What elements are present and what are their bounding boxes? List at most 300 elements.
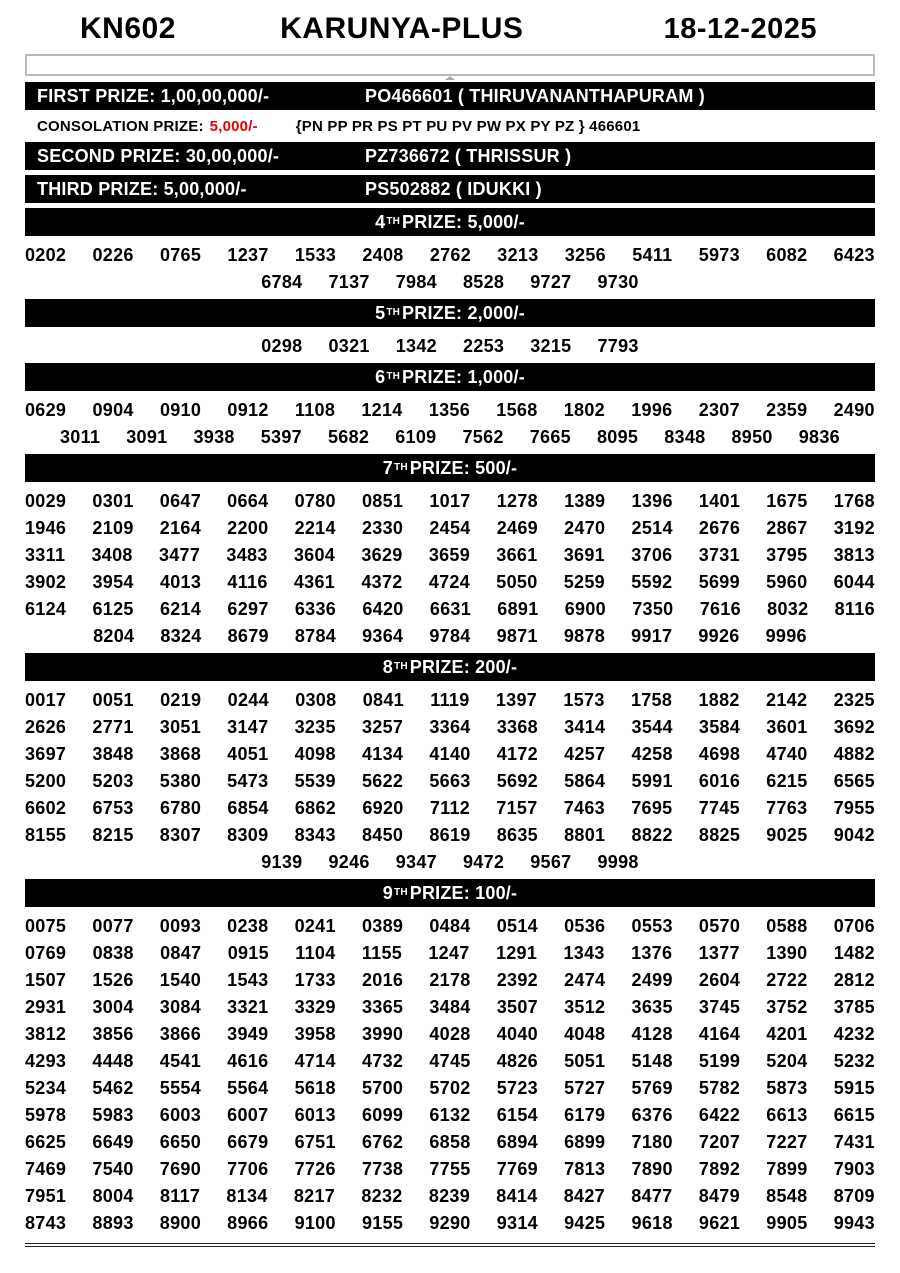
prize-number: 0029 [25,491,67,511]
prize-number: 1247 [428,943,470,963]
prize-number: 0077 [92,916,134,936]
prize-number: 9364 [362,626,404,646]
second-prize-label: SECOND PRIZE: 30,00,000/- [37,145,280,166]
prize-number: 4616 [227,1051,269,1071]
prize-number: 2142 [766,690,808,710]
prize-number: 4257 [564,744,606,764]
prize-number: 0051 [92,690,134,710]
prize-number: 2812 [833,970,875,990]
prize-number: 2200 [227,518,269,538]
prize-number: 8479 [698,1186,740,1206]
prize-number: 2499 [631,970,673,990]
prize-number: 9100 [294,1213,336,1233]
prize-number: 6336 [294,599,337,619]
prize-9-numbers [25,912,875,1240]
prize-number: 5397 [260,427,302,447]
prize-number: 8450 [361,825,404,845]
prize-number: 9878 [563,626,606,646]
prize-number: 3601 [766,717,808,737]
prize-number: 0838 [92,943,134,963]
prize-number: 6422 [698,1105,741,1125]
prize-number: 5050 [496,572,538,592]
prize-number: 3483 [226,545,268,565]
prize-number: 1401 [698,491,741,511]
prize-number: 9905 [766,1213,808,1233]
prize-number: 1397 [495,690,538,710]
prize-number: 4028 [429,1024,471,1044]
prize-number: 7112 [429,798,471,818]
prize-number-row [25,1048,875,1075]
prize-number: 5411 [632,245,673,265]
prize-number: 6154 [496,1105,538,1125]
prize-number: 4040 [496,1024,538,1044]
prize-number: 6007 [227,1105,269,1125]
prize-9-header: 9 TH PRIZE: 100/- [25,879,875,907]
prize-number: 2762 [429,245,472,265]
prize-number: 3512 [564,997,606,1017]
prize-number: 3785 [833,997,875,1017]
prize-number-row [25,994,875,1021]
prize-number: 6615 [833,1105,875,1125]
prize-number: 5554 [159,1078,202,1098]
prize-number: 9943 [833,1213,875,1233]
prize-number: 6854 [227,798,269,818]
prize-number: 4882 [833,744,875,764]
prize-number: 6214 [159,599,202,619]
prize-number: 3311 [25,545,66,565]
prize-number: 8004 [92,1186,134,1206]
prize-number: 0570 [698,916,741,936]
prize-number: 5769 [631,1078,673,1098]
consolation-amount: 5,000/- [209,118,258,135]
prize-number: 7726 [294,1159,336,1179]
prize-number: 0765 [159,245,202,265]
prize-number: 6124 [25,599,67,619]
prize-number: 9246 [328,852,370,872]
prize-number: 1390 [766,943,808,963]
prize-number: 8477 [631,1186,673,1206]
prize-number: 2359 [766,400,808,420]
prize-number: 3731 [698,545,740,565]
prize-number: 9784 [429,626,471,646]
prize-4-numbers [25,241,875,299]
prize-number: 6894 [496,1132,538,1152]
prize-number: 2307 [698,400,740,420]
prize-number: 5473 [227,771,269,791]
prize-number: 4048 [564,1024,606,1044]
prize-number: 3477 [158,545,201,565]
page-header [25,0,875,52]
prize-number: 9472 [463,852,505,872]
prize-number: 0647 [159,491,202,511]
prize-number: 8117 [159,1186,201,1206]
prize-number: 5259 [563,572,605,592]
prize-number-row [25,623,875,650]
prize-number: 8548 [766,1186,808,1206]
prize-number: 6423 [833,245,875,265]
prize-number: 1540 [159,970,202,990]
prize-number: 1533 [294,245,337,265]
prize-number: 2771 [92,717,134,737]
prize-number: 0238 [227,916,269,936]
prize-number: 5234 [25,1078,67,1098]
prize-number: 0484 [429,916,471,936]
prize-number: 8348 [664,427,706,447]
prize-number: 4116 [227,572,268,592]
prize-number-row [25,596,875,623]
prize-number: 5663 [429,771,471,791]
prize-number: 3752 [766,997,808,1017]
prize-number-row [25,1210,875,1237]
second-prize-bar [25,142,875,170]
prize-number: 2474 [564,970,606,990]
prize-number: 7207 [698,1132,741,1152]
prize-number: 4164 [698,1024,741,1044]
prize-number: 0706 [833,916,875,936]
prize-number: 8217 [293,1186,336,1206]
prize-number: 7562 [462,427,504,447]
prize-number: 5983 [92,1105,134,1125]
prize-number: 3147 [227,717,269,737]
prize-number: 0664 [227,491,269,511]
prize-number: 3812 [25,1024,67,1044]
prize-number: 7157 [496,798,538,818]
prize-number: 8619 [429,825,471,845]
prize-number: 4372 [361,572,403,592]
prize-number: 6679 [227,1132,269,1152]
prize-number: 1996 [631,400,673,420]
prize-number: 8822 [631,825,673,845]
prize-number: 9314 [496,1213,538,1233]
prize-number: 2626 [25,717,67,737]
prize-number: 4724 [428,572,471,592]
prize-number: 3235 [294,717,336,737]
prize-number: 0389 [361,916,404,936]
prize-number-row [25,687,875,714]
prize-number: 3051 [159,717,202,737]
prize-number: 5873 [766,1078,808,1098]
prize-number: 4140 [429,744,471,764]
prize-number: 8307 [159,825,202,845]
prize-number: 7227 [766,1132,808,1152]
prize-number: 3215 [530,336,572,356]
prize-number: 0308 [295,690,337,710]
prize-number-row [25,397,875,424]
prize-number: 7137 [328,272,370,292]
prize-number-row [25,714,875,741]
prize-number: 7540 [92,1159,134,1179]
search-input[interactable] [25,54,875,76]
prize-number-row [25,1183,875,1210]
prize-number-row [25,542,875,569]
draw-code: KN602 [80,12,176,45]
prize-number: 5864 [564,771,606,791]
prize-number: 3256 [564,245,606,265]
prize-number: 9727 [530,272,572,292]
second-prize-winner: PZ736672 ( THRISSUR ) [365,145,572,166]
prize-number: 6297 [227,599,269,619]
prize-number: 4128 [631,1024,673,1044]
prize-number: 3661 [496,545,538,565]
prize-number: 0075 [25,916,67,936]
prize-number: 6751 [294,1132,336,1152]
prize-6-header: 6 TH PRIZE: 1,000/- [25,363,875,391]
prize-number: 8239 [428,1186,471,1206]
prize-number: 4541 [159,1051,202,1071]
consolation-prize-row [25,115,875,138]
prize-number: 3091 [126,427,168,447]
prize-number: 2470 [564,518,606,538]
prize-number-row [25,569,875,596]
prize-number-row [25,822,875,849]
prize-number: 7769 [496,1159,538,1179]
prize-number: 1543 [227,970,269,990]
prize-number: 4698 [698,744,741,764]
prize-number: 2676 [698,518,741,538]
prize-number: 8324 [160,626,202,646]
prize-number: 7955 [833,798,875,818]
prize-number: 3635 [631,997,673,1017]
prize-number: 9730 [597,272,639,292]
prize-number: 0093 [159,916,202,936]
prize-number-row [25,1021,875,1048]
prize-number: 0244 [227,690,269,710]
prize-number-row [25,1102,875,1129]
prize-number: 8232 [361,1186,403,1206]
caret-handle-icon [445,76,455,80]
prize-number: 6784 [261,272,303,292]
prize-number: 3368 [496,717,538,737]
prize-number: 8427 [563,1186,605,1206]
prize-8-header: 8 TH PRIZE: 200/- [25,653,875,681]
prize-number: 7951 [25,1186,67,1206]
draw-date: 18-12-2025 [663,13,817,45]
prize-number: 3958 [294,1024,336,1044]
prize-number: 3795 [766,545,808,565]
prize-number: 8343 [294,825,336,845]
prize-number: 0301 [92,491,134,511]
prize-number: 3192 [833,518,875,538]
prize-number: 1237 [227,245,269,265]
prize-number: 3868 [159,744,202,764]
prize-number: 1214 [361,400,403,420]
prize-number: 0910 [159,400,202,420]
prize-number: 0226 [92,245,134,265]
prize-number: 1104 [295,943,336,963]
prize-number: 6044 [833,572,875,592]
prize-number: 1568 [496,400,538,420]
prize-number: 3484 [429,997,471,1017]
prize-number: 0241 [294,916,336,936]
prize-number: 2164 [159,518,202,538]
prize-number: 6215 [766,771,808,791]
prize-number: 8900 [159,1213,202,1233]
prize-number: 0553 [631,916,673,936]
prize-number: 7469 [25,1159,67,1179]
prize-number: 7350 [632,599,674,619]
prize-number: 1758 [630,690,673,710]
prize-number: 4714 [294,1051,336,1071]
prize-number: 8801 [564,825,606,845]
prize-number: 8743 [25,1213,67,1233]
prize-number-row [25,424,875,451]
prize-number: 3414 [564,717,606,737]
prize-number: 7745 [698,798,740,818]
prize-number: 0629 [25,400,67,420]
prize-number: 3408 [91,545,133,565]
prize-number: 4172 [496,744,538,764]
prize-number: 4826 [496,1051,538,1071]
prize-number: 5723 [496,1078,538,1098]
prize-number: 1389 [564,491,606,511]
prize-number: 3084 [159,997,202,1017]
prize-number: 5051 [564,1051,606,1071]
prize-5-numbers [25,332,875,363]
prize-number: 3691 [563,545,605,565]
prize-7-header: 7 TH PRIZE: 500/- [25,454,875,482]
prize-number: 4745 [429,1051,471,1071]
prize-number: 2408 [362,245,404,265]
prize-number: 1291 [495,943,538,963]
consolation-series: {PN PP PR PS PT PU PV PW PX PY PZ } 466601 [295,118,641,135]
prize-number: 5960 [766,572,808,592]
prize-number: 0202 [25,245,67,265]
prize-number: 3213 [497,245,539,265]
prize-number: 3813 [833,545,875,565]
prize-number: 8116 [834,599,875,619]
prize-number: 4258 [631,744,673,764]
prize-number: 5991 [631,771,673,791]
prize-number: 5232 [833,1051,875,1071]
prize-number: 2214 [294,518,336,538]
prize-number: 4448 [92,1051,134,1071]
prize-number: 5700 [361,1078,404,1098]
prize-number: 8784 [294,626,337,646]
prize-number: 7763 [766,798,808,818]
prize-number: 0536 [564,916,606,936]
prize-number: 4013 [159,572,202,592]
prize-number: 6625 [25,1132,67,1152]
prize-number: 5199 [698,1051,741,1071]
prize-number: 8635 [496,825,538,845]
first-prize-winner: PO466601 ( THIRUVANANTHAPURAM ) [365,85,705,106]
prize-number-row [25,1156,875,1183]
prize-number: 4232 [833,1024,875,1044]
prize-number: 9139 [261,852,303,872]
first-prize-label: FIRST PRIZE: 1,00,00,000/- [37,85,270,106]
prize-number-row [25,967,875,994]
prize-number: 1119 [430,690,470,710]
prize-number: 5592 [631,572,673,592]
prize-number: 5727 [564,1078,606,1098]
prize-number: 9926 [698,626,740,646]
prize-number: 5692 [496,771,538,791]
prize-number: 2392 [496,970,538,990]
prize-number: 6899 [564,1132,606,1152]
prize-number: 1278 [496,491,538,511]
prize-number-row [25,488,875,515]
prize-number: 9871 [496,626,538,646]
prize-number: 0841 [362,690,404,710]
prize-number: 0017 [25,690,67,710]
third-prize-bar [25,175,875,203]
prize-number: 3321 [227,997,269,1017]
prize-4-header: 4 TH PRIZE: 5,000/- [25,208,875,236]
prize-number: 6602 [25,798,67,818]
prize-number: 1573 [563,690,605,710]
prize-number: 0847 [160,943,202,963]
prize-number: 5699 [698,572,740,592]
prize-number: 8204 [93,626,135,646]
prize-number: 7690 [159,1159,202,1179]
prize-number-row [25,1129,875,1156]
prize-number: 6565 [833,771,875,791]
prize-number: 6920 [362,798,404,818]
prize-number: 1675 [766,491,808,511]
prize-number: 1733 [294,970,336,990]
prize-number: 1946 [25,518,67,538]
prize-number: 4740 [766,744,808,764]
prize-number: 9618 [631,1213,673,1233]
prize-number: 6376 [631,1105,673,1125]
prize-number: 2931 [25,997,67,1017]
prize-number: 5618 [294,1078,336,1098]
prize-number: 2514 [631,518,673,538]
prize-number: 6900 [564,599,606,619]
prize-number: 3745 [698,997,741,1017]
prize-number-row [25,940,875,967]
prize-number: 4732 [361,1051,404,1071]
prize-number: 3584 [698,717,741,737]
prize-number: 1356 [428,400,471,420]
prize-number: 3629 [361,545,403,565]
prize-number: 0514 [496,916,538,936]
first-prize-bar [25,82,875,110]
prize-number: 3990 [361,1024,404,1044]
prize-number: 6099 [361,1105,404,1125]
prize-number: 7695 [631,798,673,818]
prize-number: 1802 [563,400,605,420]
prize-number: 2016 [361,970,404,990]
prize-number: 9347 [395,852,437,872]
prize-number: 7813 [564,1159,606,1179]
prize-number: 3365 [361,997,404,1017]
prize-number: 5539 [294,771,336,791]
prize-number: 4098 [294,744,336,764]
prize-number: 9998 [597,852,639,872]
prize-number: 0851 [361,491,404,511]
prize-number: 3866 [159,1024,202,1044]
third-prize-label: THIRD PRIZE: 5,00,000/- [37,178,247,199]
prize-number: 0915 [227,943,269,963]
prize-number-row [25,333,875,360]
prize-8-numbers [25,686,875,879]
prize-number-row [25,768,875,795]
third-prize-winner: PS502882 ( IDUKKI ) [365,178,542,199]
prize-number: 1768 [833,491,875,511]
prize-number: 7890 [631,1159,673,1179]
prize-number: 6631 [429,599,472,619]
prize-number: 9567 [530,852,572,872]
prize-number: 3954 [92,572,134,592]
search-box-container [25,54,875,76]
prize-number-row [25,795,875,822]
prize-number: 5203 [92,771,134,791]
prize-number: 3949 [227,1024,269,1044]
lottery-result-page [25,0,875,1247]
prize-number: 0588 [766,916,808,936]
prize-number: 7892 [698,1159,741,1179]
